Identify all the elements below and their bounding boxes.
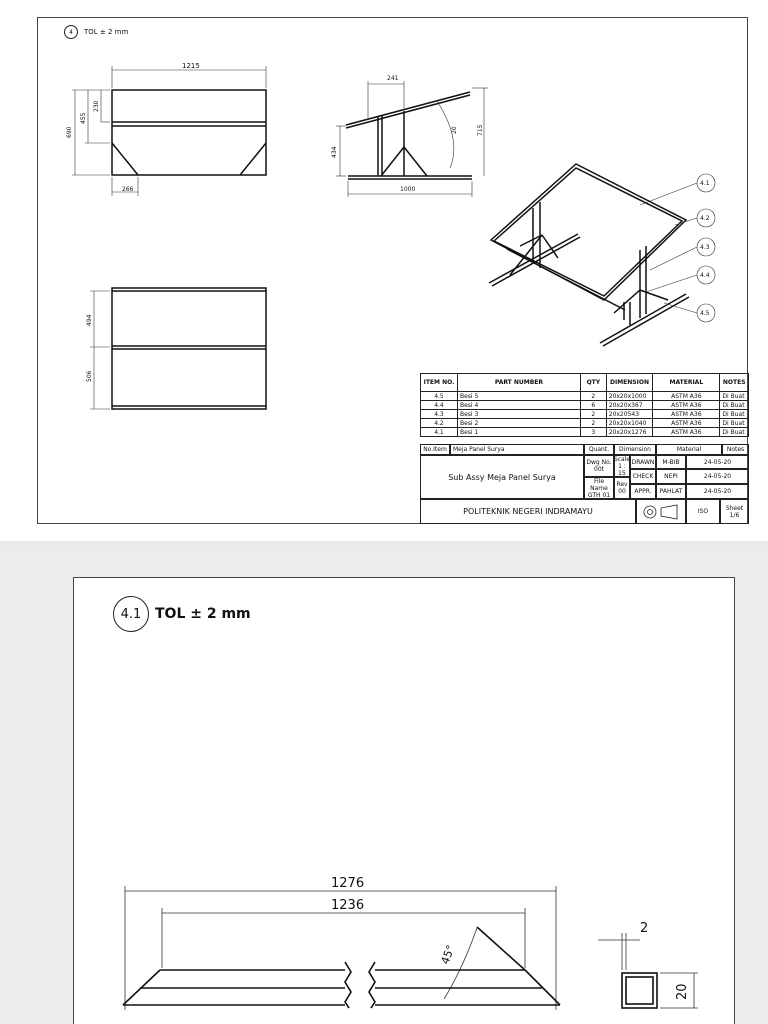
dim-1000: 1000 — [400, 186, 416, 193]
bom-material: ASTM A36 — [653, 410, 720, 419]
tb-drawn-by: M-BIB — [656, 455, 686, 469]
tolerance-text: TOL ± 2 mm — [155, 606, 251, 622]
bom-material: ASTM A36 — [653, 419, 720, 428]
dim-20: 20 — [675, 983, 690, 1000]
bom-header-item: ITEM NO. — [421, 374, 458, 392]
bom-part: Besi 4 — [457, 401, 580, 410]
bom-part: Besi 5 — [457, 392, 580, 401]
bom-item: 4.1 — [421, 428, 458, 437]
bom-header-notes: NOTES — [720, 374, 749, 392]
tb-rev-label: Rev — [616, 481, 628, 488]
angle-45: 45° — [438, 943, 458, 967]
dim-690: 690 — [66, 126, 73, 138]
callout-4-4: 4.4 — [700, 272, 710, 279]
angle-20: 20 — [451, 126, 458, 134]
tb-no-item: No.Item — [420, 444, 450, 455]
dim-455: 455 — [80, 112, 87, 124]
tolerance-text: TOL ± 2 mm — [84, 28, 129, 36]
tb-dwg-no: 00t — [594, 466, 604, 473]
bom-header-qty: QTY — [580, 374, 606, 392]
tb-quant: Quant. — [584, 444, 614, 455]
callout-4-3: 4.3 — [700, 244, 710, 251]
callout-4-1: 4.1 — [700, 180, 710, 187]
bom-notes: Di Buat — [720, 410, 749, 419]
bom-part: Besi 2 — [457, 419, 580, 428]
item-circle: 4 — [64, 25, 78, 39]
bom-dimension: 20x20x1276 — [606, 428, 653, 437]
tb-sheet-label: Sheet — [725, 504, 744, 512]
bom-header-dimension: DIMENSION — [606, 374, 653, 392]
bom-part: Besi 1 — [457, 428, 580, 437]
callout-4-2: 4.2 — [700, 215, 710, 222]
dim-715: 715 — [477, 124, 484, 136]
bom-item: 4.5 — [421, 392, 458, 401]
tb-iso: ISO — [686, 499, 720, 524]
tb-sheet: 1/6 — [729, 511, 740, 519]
bom-material: ASTM A36 — [653, 428, 720, 437]
bom-dimension: 20x20x367 — [606, 401, 653, 410]
tb-material: Material — [656, 444, 722, 455]
tb-institution: POLITEKNIK NEGERI INDRAMAYU — [420, 499, 636, 524]
tb-scale: 1 : 15 — [618, 462, 626, 477]
tb-file-name-label: File Name — [590, 477, 608, 492]
bom-qty: 2 — [580, 419, 606, 428]
dim-1236: 1236 — [331, 898, 365, 913]
item-circle: 4.1 — [113, 596, 149, 632]
bom-notes: Di Buat — [720, 401, 749, 410]
dim-230: 230 — [93, 100, 100, 112]
tb-title: Sub Assy Meja Panel Surya — [420, 455, 584, 499]
bom-material: ASTM A36 — [653, 392, 720, 401]
tb-appr-by: PAHLAT — [656, 484, 686, 499]
bom-header-part: PART NUMBER — [457, 374, 580, 392]
dim-1276: 1276 — [331, 876, 365, 891]
bom-item: 4.3 — [421, 410, 458, 419]
dim-2: 2 — [640, 921, 649, 936]
tb-rev: 00 — [618, 488, 626, 495]
dim-434: 434 — [331, 146, 338, 158]
tb-drawn-date: 24-05-20 — [686, 455, 749, 469]
tb-drawn: DRAWN — [630, 455, 656, 469]
bom-qty: 3 — [580, 428, 606, 437]
dim-266: 266 — [122, 186, 134, 193]
bom-qty: 6 — [580, 401, 606, 410]
bom-notes: Di Buat — [720, 392, 749, 401]
bom-part: Besi 3 — [457, 410, 580, 419]
bom-header-material: MATERIAL — [653, 374, 720, 392]
tb-file-name: GTH 01 — [587, 491, 611, 499]
tb-notes: Notes — [722, 444, 749, 455]
bom-item: 4.2 — [421, 419, 458, 428]
tb-appr: APPR. — [630, 484, 656, 499]
tb-check-date: 24-05-20 — [686, 469, 749, 484]
dim-241: 241 — [387, 75, 399, 82]
bom-notes: Di Buat — [720, 428, 749, 437]
bom-material: ASTM A36 — [653, 401, 720, 410]
bom-dimension: 20x20x1000 — [606, 392, 653, 401]
bom-item: 4.4 — [421, 401, 458, 410]
tb-part: Meja Panel Surya — [450, 444, 584, 455]
callout-4-5: 4.5 — [700, 310, 710, 317]
dim-1215: 1215 — [182, 62, 200, 70]
bom-dimension: 20x20543 — [606, 410, 653, 419]
bom-notes: Di Buat — [720, 419, 749, 428]
tb-appr-date: 24-05-20 — [686, 484, 749, 499]
bom-dimension: 20x20x1040 — [606, 419, 653, 428]
dim-494: 494 — [86, 314, 93, 326]
bom-qty: 2 — [580, 410, 606, 419]
tb-check: CHECK — [630, 469, 656, 484]
bom-qty: 2 — [580, 392, 606, 401]
tb-dimension: Dimension — [614, 444, 656, 455]
tb-dwg-no-label: Dwg No. — [586, 459, 612, 466]
tb-check-by: NEPI — [656, 469, 686, 484]
dim-506: 506 — [86, 370, 93, 382]
tb-scale-label: Scale — [613, 455, 631, 463]
